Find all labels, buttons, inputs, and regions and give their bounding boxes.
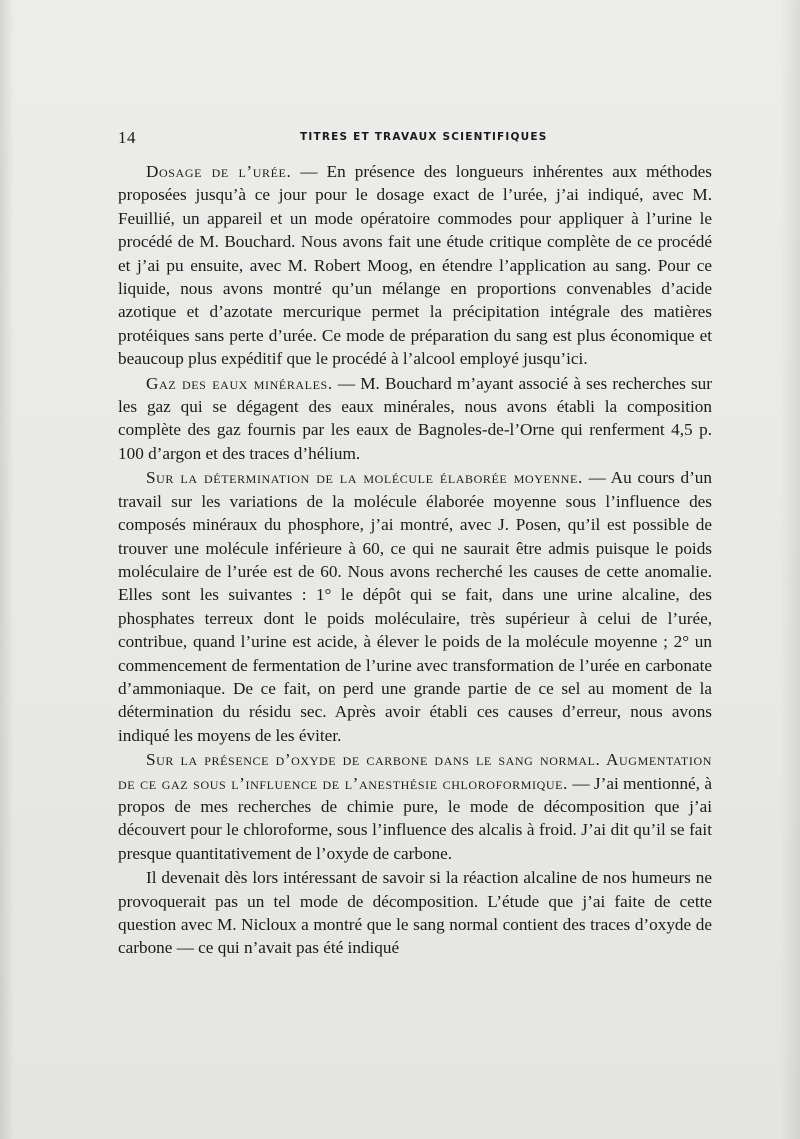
section-heading: Sur la détermination de la molécule élaborée moyenne. [146,468,583,488]
paragraph-text: — En présence des longueurs inhérentes aux méthodes proposées jusqu’à ce jour pour le dosage exact de l’urée, j’ai indiqué, avec M. Feuillié, un appareil et un mode opératoire commodes pour appliquer à l’urine le procédé de M. Bouchard. Nous avons fait une étude critique complète de ce procédé et j’ai pu ensuite, avec M. Robert Moog, en étendre l’application au sang. Pour ce liquide, nous avons montré qu’un mélange en proportions convenables d’acide azotique et d’azotate mercurique permet la précipitation intégrale des matières protéiques sans perte d’urée. Ce mode de préparation du sang est plus économique et beaucoup plus expéditif que le procédé à l’alcool employé jusqu’ici. [118,162,712,369]
section-heading: Sur la présence d’oxyde de carbone dans le sang normal. Augmentation de ce gaz sous l’influence de l’anesthésie chloroformique. [118,750,712,793]
paragraph-text: — J’ai mentionné, à propos de mes recherches de chimie pure, le mode de décomposition que j’ai découvert pour le chloroforme, sous l’influence des alcalis à froid. J’ai dit qu’il se fait presque quantitativement de l’oxyde de carbone. [118,773,712,863]
page-number: 14 [118,128,136,147]
running-title: TITRES ET TRAVAUX SCIENTIFIQUES [300,131,548,143]
section-heading: Dosage de l’urée. [146,162,292,181]
paragraph-molecule-elaboree [118,466,712,747]
paragraph-oxyde-carbone [118,748,712,865]
paragraph-text: Il devenait dès lors intéressant de savoir si la réaction alcaline de nos humeurs ne provoquerait pas un tel mode de décomposition. L’étude que j’ai faite de cette question avec M. Nicloux a montré que le sang normal contient des traces d’oxyde de carbone — ce qui n’avait pas été indiqué [118,868,712,958]
paragraph-text: — Au cours d’un travail sur les variations de la molécule élaborée moyenne sous l’influence des composés minéraux du phosphore, j’ai montré, avec J. Posen, qu’il est possible de trouver une molécule inférieure à 60, ce qui ne saurait être admis puisque le poids moléculaire de l’urée est de 60. Nous avons recherché les causes de cette anomalie. Elles sont les suivantes : 1° le dépôt qui se fait, dans une urine alcaline, des phosphates terreux dont le poids moléculaire, très supérieur à celui de l’urée, contribue, quand l’urine est acide, à élever le poids de la molécule moyenne ; 2° un commencement de fermentation de l’urine avec transformation de l’urée en carbonate d’ammoniaque. De ce fait, on perd une grande partie de ce sel au moment de la détermination du résidu sec. Après avoir établi ces causes d’erreur, nous avons indiqué les moyens de les éviter. [118,468,712,745]
paragraph-dosage-uree [118,160,712,371]
paragraph-continuation [118,866,712,960]
paragraph-text: — M. Bouchard m’ayant associé à ses recherches sur les gaz qui se dégagent des eaux minérales, nous avons établi la composition complète des gaz fournis par les eaux de Bagnoles-de-l’Orne qui renferment 4,5 p. 100 d’argon et des traces d’hélium. [118,373,712,463]
page-header [118,128,684,148]
paragraph-gaz-eaux-minerales [118,372,712,466]
page-body [118,160,712,960]
section-heading: Gaz des eaux minérales. [146,373,333,393]
